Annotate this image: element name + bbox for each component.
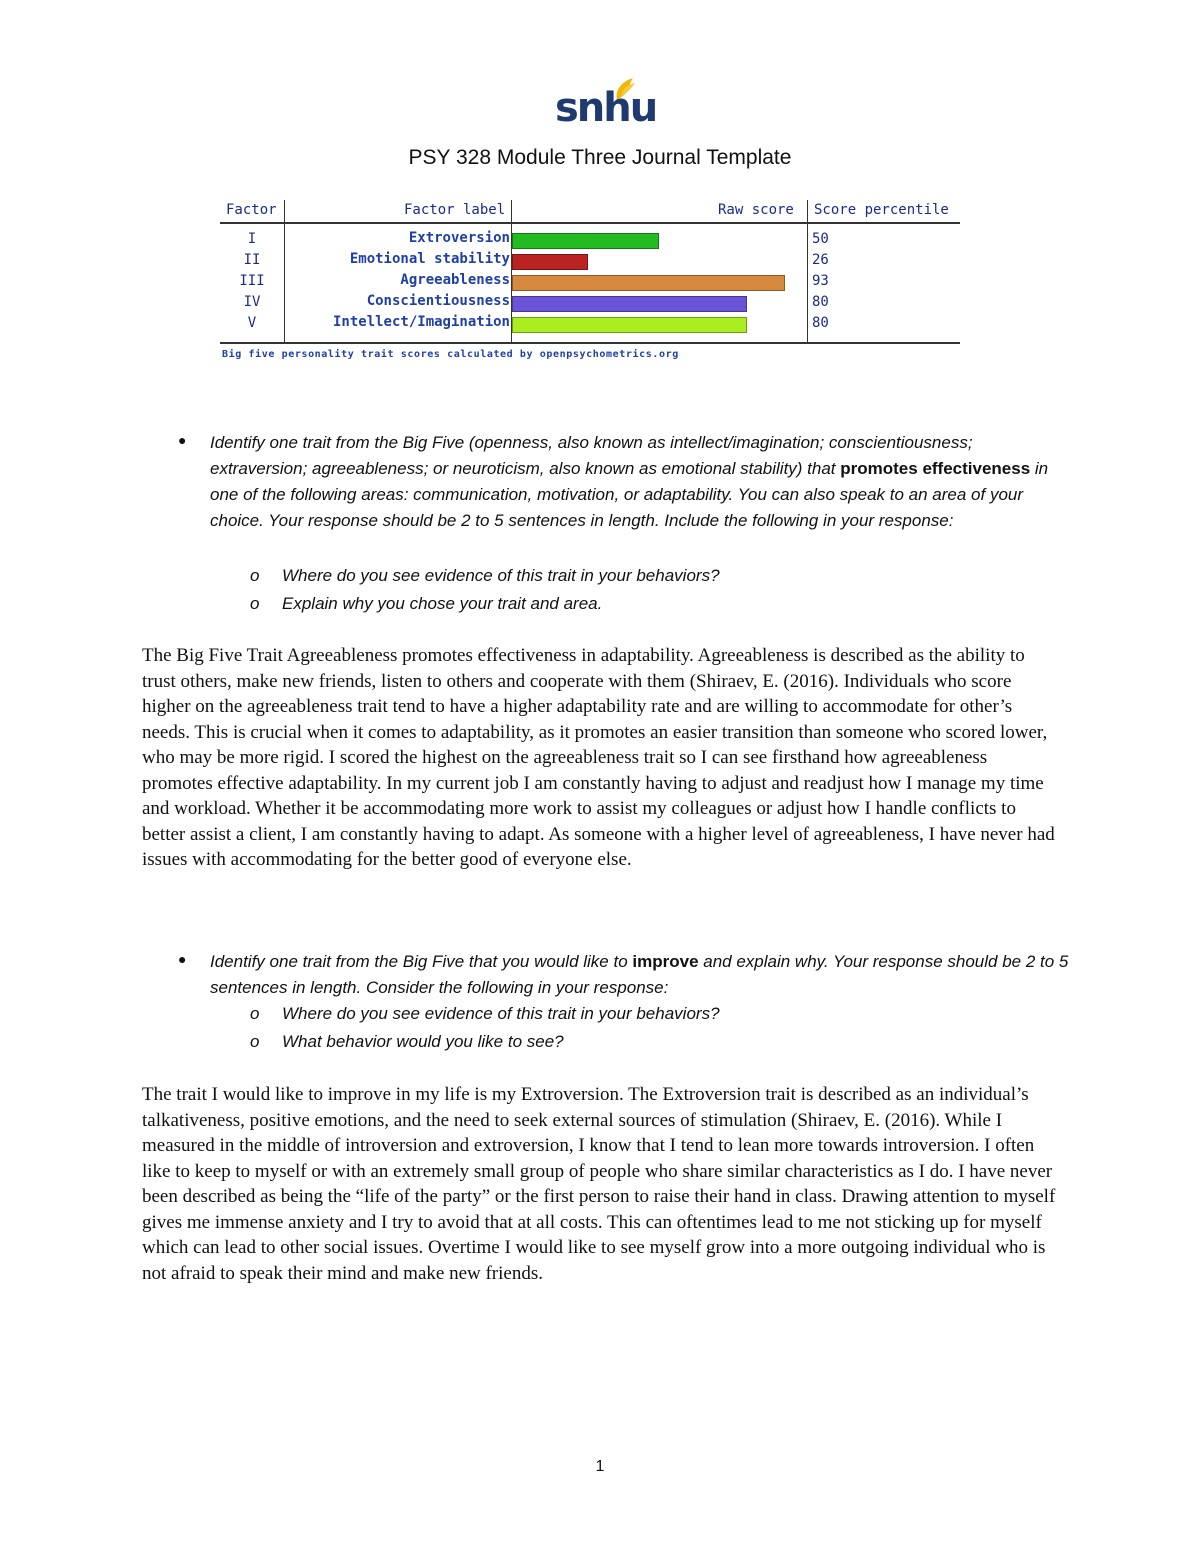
factor-number: IV bbox=[243, 294, 261, 310]
score-bar bbox=[512, 317, 747, 333]
score-percentile: 80 bbox=[812, 315, 829, 331]
factor-number: III bbox=[239, 273, 265, 289]
header-factor-label: Factor label bbox=[404, 202, 506, 218]
logo-text: snhu bbox=[555, 85, 657, 131]
factor-label: Emotional stability bbox=[349, 251, 510, 267]
sub-bullet-marker: o bbox=[250, 594, 260, 613]
factor-label: Intellect/Imagination bbox=[332, 314, 510, 330]
score-percentile: 80 bbox=[812, 294, 829, 310]
prompt-1-sub-1: Where do you see evidence of this trait in your behaviors? bbox=[282, 566, 720, 585]
header-raw-score: Raw score bbox=[718, 202, 794, 218]
sub-bullet-marker: o bbox=[250, 566, 260, 585]
bullet-icon: ● bbox=[178, 953, 187, 968]
factor-number: I bbox=[247, 231, 257, 247]
big-five-chart bbox=[220, 200, 960, 370]
table-rule-bottom bbox=[220, 342, 960, 344]
header-factor: Factor bbox=[226, 202, 277, 218]
table-rule-top bbox=[220, 222, 960, 224]
score-percentile: 26 bbox=[812, 252, 829, 268]
chart-row bbox=[220, 251, 960, 272]
chart-row bbox=[220, 272, 960, 293]
page-number: 1 bbox=[595, 1458, 605, 1475]
score-bar bbox=[512, 233, 659, 249]
factor-label: Conscientiousness bbox=[366, 293, 510, 309]
factor-number: II bbox=[243, 252, 261, 268]
prompt-1-emphasis: promotes effectiveness bbox=[840, 459, 1031, 478]
prompt-2-text-a: Identify one trait from the Big Five that you would like to bbox=[210, 952, 633, 971]
sub-bullet-marker: o bbox=[250, 1004, 260, 1023]
header-score-percentile: Score percentile bbox=[814, 202, 949, 218]
factor-label: Extroversion bbox=[408, 230, 510, 246]
prompt-2-sub-1: Where do you see evidence of this trait in your behaviors? bbox=[282, 1004, 720, 1023]
prompt-2-text-b: and explain why. Your response should be 2 to 5 sentences in length. Consider the following in your response: bbox=[210, 952, 1069, 997]
chart-row bbox=[220, 230, 960, 251]
score-bar bbox=[512, 254, 588, 270]
chart-row bbox=[220, 314, 960, 335]
answer-2: The trait I would like to improve in my life is my Extroversion. The Extroversion trait is described as an individual’s talkativeness, positive emotions, and the need to seek external sources of stimulation (Shiraev, E. (2016). While I measured in the middle of introversion and extroversion, I know that I tend to lean more towards introversion. I often like to keep to myself or with an extremely small group of people who share similar characteristics as I do. I have never been described as being the “life of the party” or the first person to raise their hand in class. Drawing attention to myself gives me immense anxiety and I try to avoid that at all costs. This can oftentimes lead to me not sticking up for myself which can lead to other social issues. Overtime I would like to see myself grow into a more outgoing individual who is not afraid to speak their mind and make new friends. bbox=[142, 1084, 1056, 1284]
page-title: PSY 328 Module Three Journal Template bbox=[408, 146, 792, 169]
prompt-2 bbox=[210, 949, 1070, 1001]
bullet-icon: ● bbox=[178, 434, 187, 449]
chart-credit: Big five personality trait scores calculated by openpsychometrics.org bbox=[222, 349, 679, 360]
sub-bullet-marker: o bbox=[250, 1032, 260, 1051]
answer-1: The Big Five Trait Agreeableness promotes effectiveness in adaptability. Agreeableness is described as the ability to trust others, make new friends, listen to others and cooperate with them (Shiraev, E. (2016). Individuals who score higher on the agreeableness trait tend to have a higher adaptability rate and are willing to accommodate for other’s needs. This is crucial when it comes to adaptability, as it promotes an easier transition than someone who scored lower, who may be more rigid. I scored the highest on the agreeableness trait so I can see firsthand how agreeableness promotes effective adaptability. In my current job I am constantly having to adjust and readjust how I manage my time and workload. Whether it be accommodating more work to assist my colleagues or adjust how I handle conflicts to better assist a client, I am constantly having to adapt. As someone with a higher level of agreeableness, I have never had issues with accommodating for the better good of everyone else. bbox=[142, 645, 1055, 870]
factor-number: V bbox=[247, 315, 257, 331]
score-bar bbox=[512, 296, 747, 312]
prompt-1-text-a: Identify one trait from the Big Five (openness, also known as intellect/imagination; conscientiousness; extraversion; agreeableness; or neuroticism, also known as emotional stability) that bbox=[210, 433, 973, 478]
prompt-2-sub-2: What behavior would you like to see? bbox=[282, 1032, 564, 1051]
prompt-1-text-b: in one of the following areas: communication, motivation, or adaptability. You can also speak to an area of your choice. Your response should be 2 to 5 sentences in length. Include the following in your response: bbox=[210, 459, 1049, 530]
score-bar bbox=[512, 275, 785, 291]
score-percentile: 93 bbox=[812, 273, 829, 289]
factor-label: Agreeableness bbox=[400, 272, 510, 288]
snhu-logo bbox=[555, 74, 657, 136]
score-percentile: 50 bbox=[812, 231, 829, 247]
chart-row bbox=[220, 293, 960, 314]
prompt-1-sub-2: Explain why you chose your trait and area. bbox=[282, 594, 603, 613]
prompt-1 bbox=[210, 430, 1070, 534]
prompt-2-emphasis: improve bbox=[632, 952, 699, 971]
